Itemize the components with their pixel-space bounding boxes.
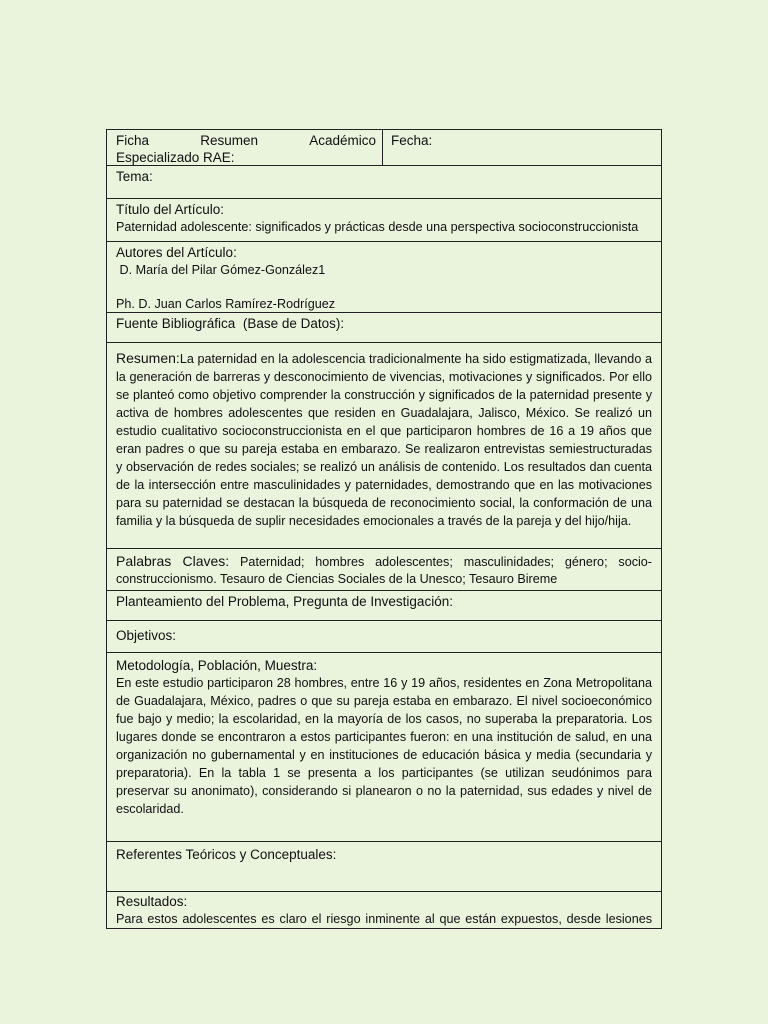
referentes-label: Referentes Teóricos y Conceptuales:	[116, 847, 337, 862]
fecha-field	[383, 130, 661, 165]
tema-label: Tema:	[116, 169, 153, 184]
metodologia-text: En este estudio participaron 28 hombres, entre 16 y 19 años, residentes en Zona Metropolitana de Guadalajara, México, padres o que su pareja estaba en embarazo. El nivel socioeconómico fue bajo y medio; la escolaridad, en la mayoría de los casos, no superaba la preparatoria. Los lugares donde se encontraron a estos participantes fueron: en una institución de salud, en una organización no gubernamental y en instituciones de educación básica y media (secundaria y preparatoria). En la tabla 1 se presenta a los participantes (se utilizan seudónimos para preservar su anonimato), considerando si planearon o no la paternidad, sus edades y nivel de escolaridad.	[116, 676, 652, 816]
autores-label: Autores del Artículo:	[116, 245, 237, 260]
titulo-value: Paternidad adolescente: significados y prácticas desde una perspectiva socioconstruccionista	[116, 220, 639, 234]
resumen-text: La paternidad en la adolescencia tradicionalmente ha sido estigmatizada, llevando a la generación de barreras y desconocimiento de vivencias, motivaciones y significados. Por ello se planteó como objetivo comprender la construcción y significados de la paternidad presente y activa de hombres adolescentes que residen en Guadalajara, Jalisco, México. Se realizó un estudio cualitativo socioconstruccionista en el que participaron hombres de 16 a 19 años que eran padres o que su pareja estaba en embarazo. Se realizaron entrevistas semiestructuradas y observación de redes sociales; se realizó un análisis de contenido. Los resultados dan cuenta de la intersección entre masculinidades y paternidades, demostrando que en las motivaciones para su paternidad se destacan la búsqueda de reconocimiento social, la conformación de una familia y la búsqueda de suplir necesidades emocionales a través de la pareja y del hijo/hija.	[116, 352, 652, 528]
palabras-row	[107, 548, 661, 590]
resultados-label: Resultados:	[116, 894, 188, 909]
fecha-label: Fecha:	[391, 133, 433, 148]
ficha-word-3: Académico	[309, 133, 376, 148]
header-row	[107, 130, 661, 165]
palabras-label: Palabras Claves:	[116, 553, 230, 569]
referentes-row	[107, 841, 661, 891]
planteamiento-row	[107, 590, 661, 620]
fuente-row	[107, 312, 661, 342]
tema-row	[107, 165, 661, 198]
resumen-label: Resumen:	[116, 350, 180, 366]
ficha-word-1: Ficha	[116, 133, 150, 148]
rae-form	[106, 129, 662, 929]
ficha-title	[107, 130, 383, 165]
ficha-word-2: Resumen	[200, 133, 258, 148]
resultados-text: Para estos adolescentes es claro el riesgo inminente al que están expuestos, desde lesiones	[116, 912, 652, 926]
metodologia-label: Metodología, Población, Muestra:	[116, 658, 318, 673]
resumen-row	[107, 342, 661, 548]
objetivos-label: Objetivos:	[116, 628, 177, 643]
ficha-title-line2: Especializado RAE:	[116, 150, 235, 165]
resultados-row	[107, 891, 661, 928]
palabras-text: Paternidad; hombres adolescentes; masculinidades; género; socio-construccionismo. Tesauro de Ciencias Sociales de la Unesco; Tesauro Bireme	[116, 555, 653, 586]
author-1: D. María del Pilar Gómez-González1	[116, 263, 326, 277]
planteamiento-label: Planteamiento del Problema, Pregunta de Investigación:	[116, 594, 453, 609]
objetivos-row	[107, 620, 661, 652]
fuente-label: Fuente Bibliográfica (Base de Datos):	[116, 316, 345, 331]
metodologia-row	[107, 652, 661, 841]
titulo-row	[107, 198, 661, 241]
autores-row	[107, 241, 661, 312]
author-2: Ph. D. Juan Carlos Ramírez-Rodríguez	[116, 297, 336, 311]
ficha-title-line1	[116, 132, 376, 149]
titulo-label: Título del Artículo:	[116, 202, 225, 217]
